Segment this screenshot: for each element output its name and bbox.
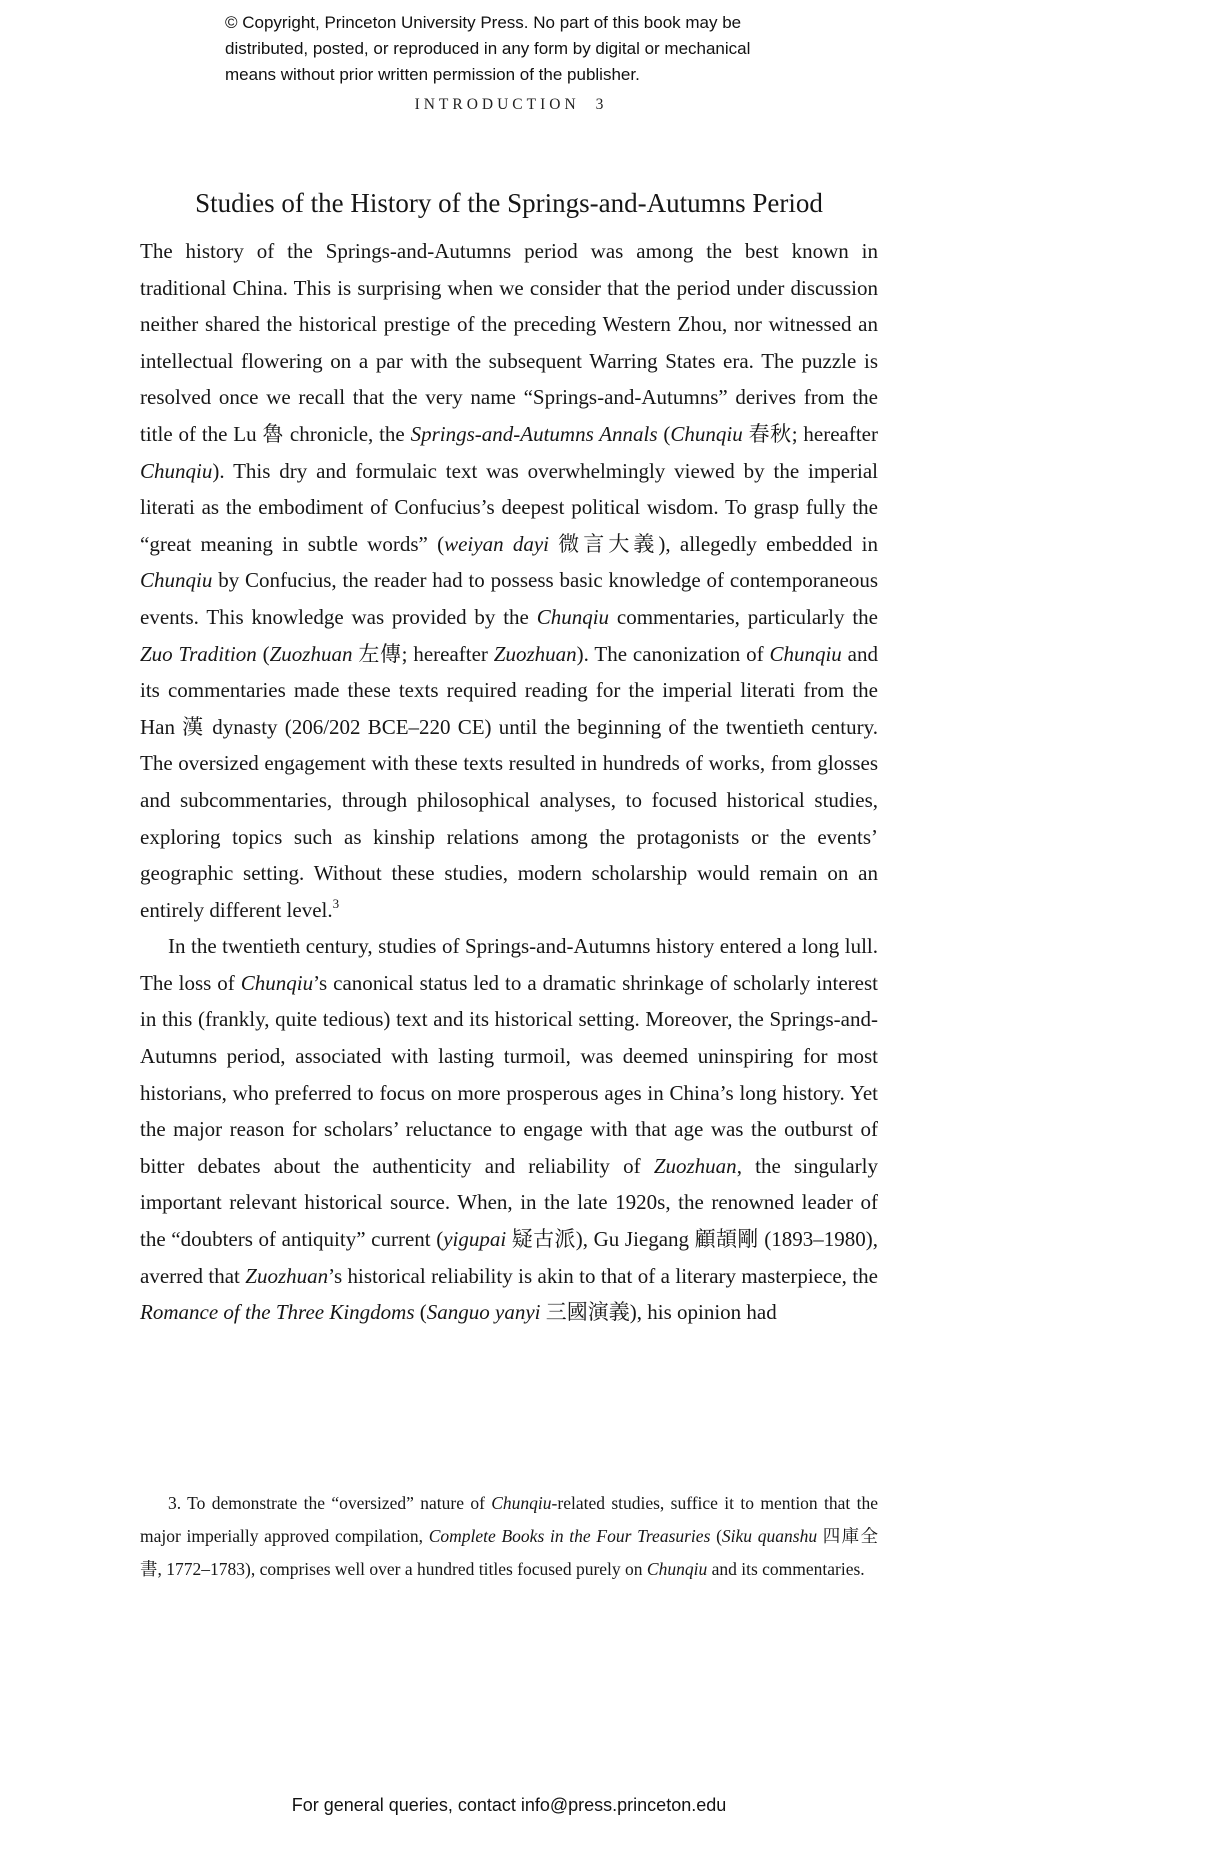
body-paragraph-1: The history of the Springs-and-Autumns period was among the best known in traditional China. This is surprising when we consider that the period under discussion neither shared the historical prestige of the preceding Western Zhou, nor witnessed an intellectual flowering on a par with the subsequent Warring States era. The puzzle is resolved once we recall that the very name “Springs-and-Autumns” derives from the title of the Lu 魯 chronicle, the Springs-and-Autumns Annals (Chunqiu 春秋; hereafter Chunqiu). This dry and formulaic text was overwhelmingly viewed by the imperial literati as the embodiment of Confucius’s deepest political wisdom. To grasp fully the “great meaning in subtle words” (weiyan dayi 微言大義), allegedly embedded in Chunqiu by Confucius, the reader had to possess basic knowledge of contemporaneous events. This knowledge was provided by the Chunqiu commentaries, particularly the Zuo Tradition (Zuozhuan 左傳; hereafter Zuozhuan). The canonization of Chunqiu and its commentaries made these texts required reading for the imperial literati from the Han 漢 dynasty (206/202 BCE–220 CE) until the beginning of the twentieth century. The oversized engagement with these texts resulted in hundreds of works, from glosses and subcommentaries, through philosophical analyses, to focused historical studies, exploring topics such as kinship relations among the protagonists or the events’ geographic setting. Without these studies, modern scholarship would remain on an entirely different level.$^3$	[140, 239, 879, 922]
running-head	[140, 96, 878, 114]
body-text	[140, 233, 878, 1331]
page-title: Studies of the History of the Springs-and-Autumns Period	[195, 188, 823, 218]
page-number: 3	[595, 96, 604, 113]
footer-contact: For general queries, contact info@press.princeton.edu	[291, 1795, 727, 1815]
body-paragraph-2: In the twentieth century, studies of Springs-and-Autumns history entered a long lull. The loss of Chunqiu’s canonical status led to a dramatic shrinkage of scholarly interest in this (frankly, quite tedious) text and its historical setting. Moreover, the Springs-and-Autumns period, associated with lasting turmoil, was deemed uninspiring for most historians, who preferred to focus on more prosperous ages in China’s long history. Yet the major reason for scholars’ reluctance to engage with that age was the outburst of bitter debates about the authenticity and reliability of Zuozhuan, the singularly important relevant historical source. When, in the late 1920s, the renowned leader of the “doubters of antiquity” current (yigupai 疑古派), Gu Jiegang 顧頡剛 (1893–1980), averred that Zuozhuan’s historical reliability is akin to that of a literary masterpiece, the Romance of the Three Kingdoms (Sanguo yanyi 三國演義), his opinion had	[140, 934, 879, 1325]
copyright-notice	[225, 10, 845, 88]
copyright-line-2: distributed, posted, or reproduced in any form by digital or mechanical	[225, 39, 751, 58]
footnote: 3. To demonstrate the “oversized” nature of Chunqiu-related studies, suffice it to mention that the major imperially approved compilation, Complete Books in the Four Treasuries (Siku quanshu 四庫全書, 1772–1783), comprises well over a hundred titles focused purely on Chunqiu and its commentaries.	[140, 1493, 878, 1579]
running-head-section: INTRODUCTION	[414, 96, 580, 113]
copyright-line-1: © Copyright, Princeton University Press. No part of this book may be	[225, 13, 742, 32]
copyright-line-3: means without prior written permission of the publisher.	[225, 65, 640, 84]
